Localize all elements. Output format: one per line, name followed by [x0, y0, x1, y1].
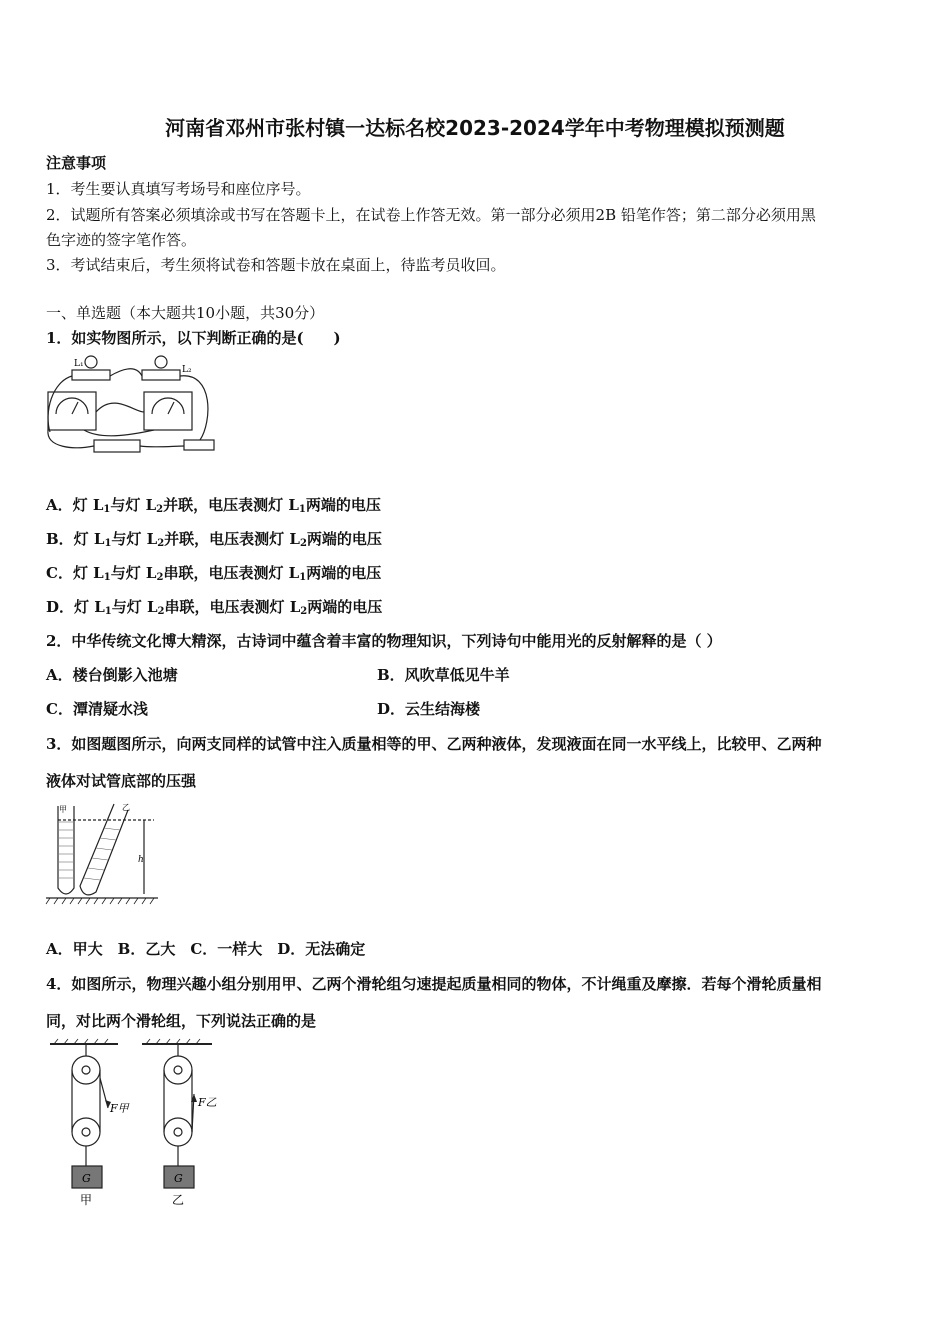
label-g-yi: G: [174, 1172, 183, 1185]
opt-sub: 1: [103, 504, 111, 515]
meter-1-dial: [56, 398, 88, 414]
movable-pulley-jia: [72, 1118, 100, 1146]
section-heading: 一、单选题（本大题共10小题，共30分）: [46, 304, 325, 322]
switch: [184, 440, 214, 450]
fixed-pulley-yi: [164, 1056, 192, 1084]
opt-sub: 2: [299, 538, 307, 549]
pulley-figure: [44, 1038, 226, 1210]
lamp-base-2: [142, 370, 180, 380]
opt-text: 两端的电压: [306, 530, 382, 548]
label-g-jia: G: [82, 1172, 91, 1185]
fixed-pulley-jia: [72, 1056, 100, 1084]
circuit-figure: [44, 352, 222, 460]
opt-text: 串联，电压表测灯 L: [164, 598, 301, 616]
bulb-1: [85, 356, 97, 368]
opt-text: C．灯 L: [46, 564, 104, 582]
movable-pulley-yi: [164, 1118, 192, 1146]
opt-sub: 2: [300, 606, 308, 617]
question-4-stem-cont: 同，对比两个滑轮组，下列说法正确的是: [46, 1012, 317, 1030]
q2-option-a[interactable]: A．楼台倒影入池塘: [46, 666, 178, 684]
opt-sub: 1: [299, 572, 307, 583]
opt-sub: 2: [157, 538, 165, 549]
opt-text: 两端的电压: [307, 598, 383, 616]
q2-option-b[interactable]: B．风吹草低见牛羊: [377, 666, 510, 684]
q2-option-c[interactable]: C．潭清疑水浅: [46, 700, 148, 718]
notice-item: 色字迹的签字笔作答。: [46, 231, 197, 249]
notice-item: 3．考试结束后，考生须将试卷和答题卡放在桌面上，待监考员收回。: [46, 256, 506, 274]
question-1-stem: 1．如实物图所示，以下判断正确的是( ): [46, 329, 341, 347]
tube-yi: [80, 804, 128, 895]
opt-text: 串联，电压表测灯 L: [163, 564, 300, 582]
q1-option-d[interactable]: [46, 596, 382, 617]
notice-heading: 注意事项: [46, 154, 107, 172]
label-yi: 乙: [122, 803, 130, 812]
tube-jia: [58, 806, 74, 894]
question-4-stem: 4．如图所示，物理兴趣小组分别用甲、乙两个滑轮组匀速提起质量相同的物体，不计绳重及摩擦．若每个滑轮质量相: [46, 975, 822, 993]
opt-sub: 1: [104, 538, 112, 549]
opt-text: 两端的电压: [305, 496, 381, 514]
opt-text: 与灯 L: [110, 564, 157, 582]
opt-text: 并联，电压表测灯 L: [163, 496, 299, 514]
label-jia: 甲: [80, 1193, 93, 1207]
q1-option-a[interactable]: [46, 494, 381, 515]
opt-sub: 1: [298, 504, 306, 515]
question-3-stem-cont: 液体对试管底部的压强: [46, 772, 197, 790]
q3-options[interactable]: A．甲大 B．乙大 C．一样大 D．无法确定: [46, 940, 366, 958]
opt-text: 两端的电压: [306, 564, 382, 582]
label-h: h: [138, 855, 144, 865]
opt-sub: 1: [104, 606, 112, 617]
label-yi: 乙: [172, 1193, 185, 1207]
test-tube-figure: [44, 800, 160, 910]
opt-text: A．灯 L: [46, 496, 104, 514]
bulb-2: [155, 356, 167, 368]
question-3-stem: 3．如图题图所示，向两支同样的试管中注入质量相等的甲、乙两种液体，发现液面在同一水平线上，比较甲、乙两种: [46, 735, 822, 753]
opt-sub: 2: [157, 606, 165, 617]
opt-text: 并联，电压表测灯 L: [164, 530, 300, 548]
meter-2-dial: [152, 398, 184, 414]
question-2-stem: 2．中华传统文化博大精深，古诗词中蕴含着丰富的物理知识，下列诗句中能用光的反射解释的是（ ）: [46, 632, 722, 650]
q1-option-c[interactable]: [46, 562, 381, 583]
label-l2: L₂: [182, 365, 192, 375]
label-jia: 甲: [59, 805, 67, 814]
opt-sub: 1: [103, 572, 111, 583]
opt-text: B．灯 L: [46, 530, 105, 548]
opt-sub: 2: [156, 572, 164, 583]
lamp-base-1: [72, 370, 110, 380]
opt-text: 与灯 L: [111, 530, 158, 548]
q1-option-b[interactable]: [46, 528, 382, 549]
label-l1: L₁: [74, 359, 84, 369]
battery: [94, 440, 140, 452]
label-f-yi: F乙: [198, 1096, 217, 1109]
opt-sub: 2: [156, 504, 164, 515]
notice-item: 2．试题所有答案必须填涂或书写在答题卡上，在试卷上作答无效。第一部分必须用2B 铅笔作答；第二部分必须用黑: [46, 206, 816, 224]
q2-option-d[interactable]: D．云生结海楼: [377, 700, 481, 718]
opt-text: 与灯 L: [111, 598, 158, 616]
opt-text: 与灯 L: [110, 496, 157, 514]
page-title: 河南省邓州市张村镇一达标名校2023-2024学年中考物理模拟预测题: [165, 116, 785, 140]
opt-text: D．灯 L: [46, 598, 105, 616]
label-f-jia: F甲: [110, 1102, 129, 1115]
notice-item: 1．考生要认真填写考场号和座位序号。: [46, 180, 311, 198]
